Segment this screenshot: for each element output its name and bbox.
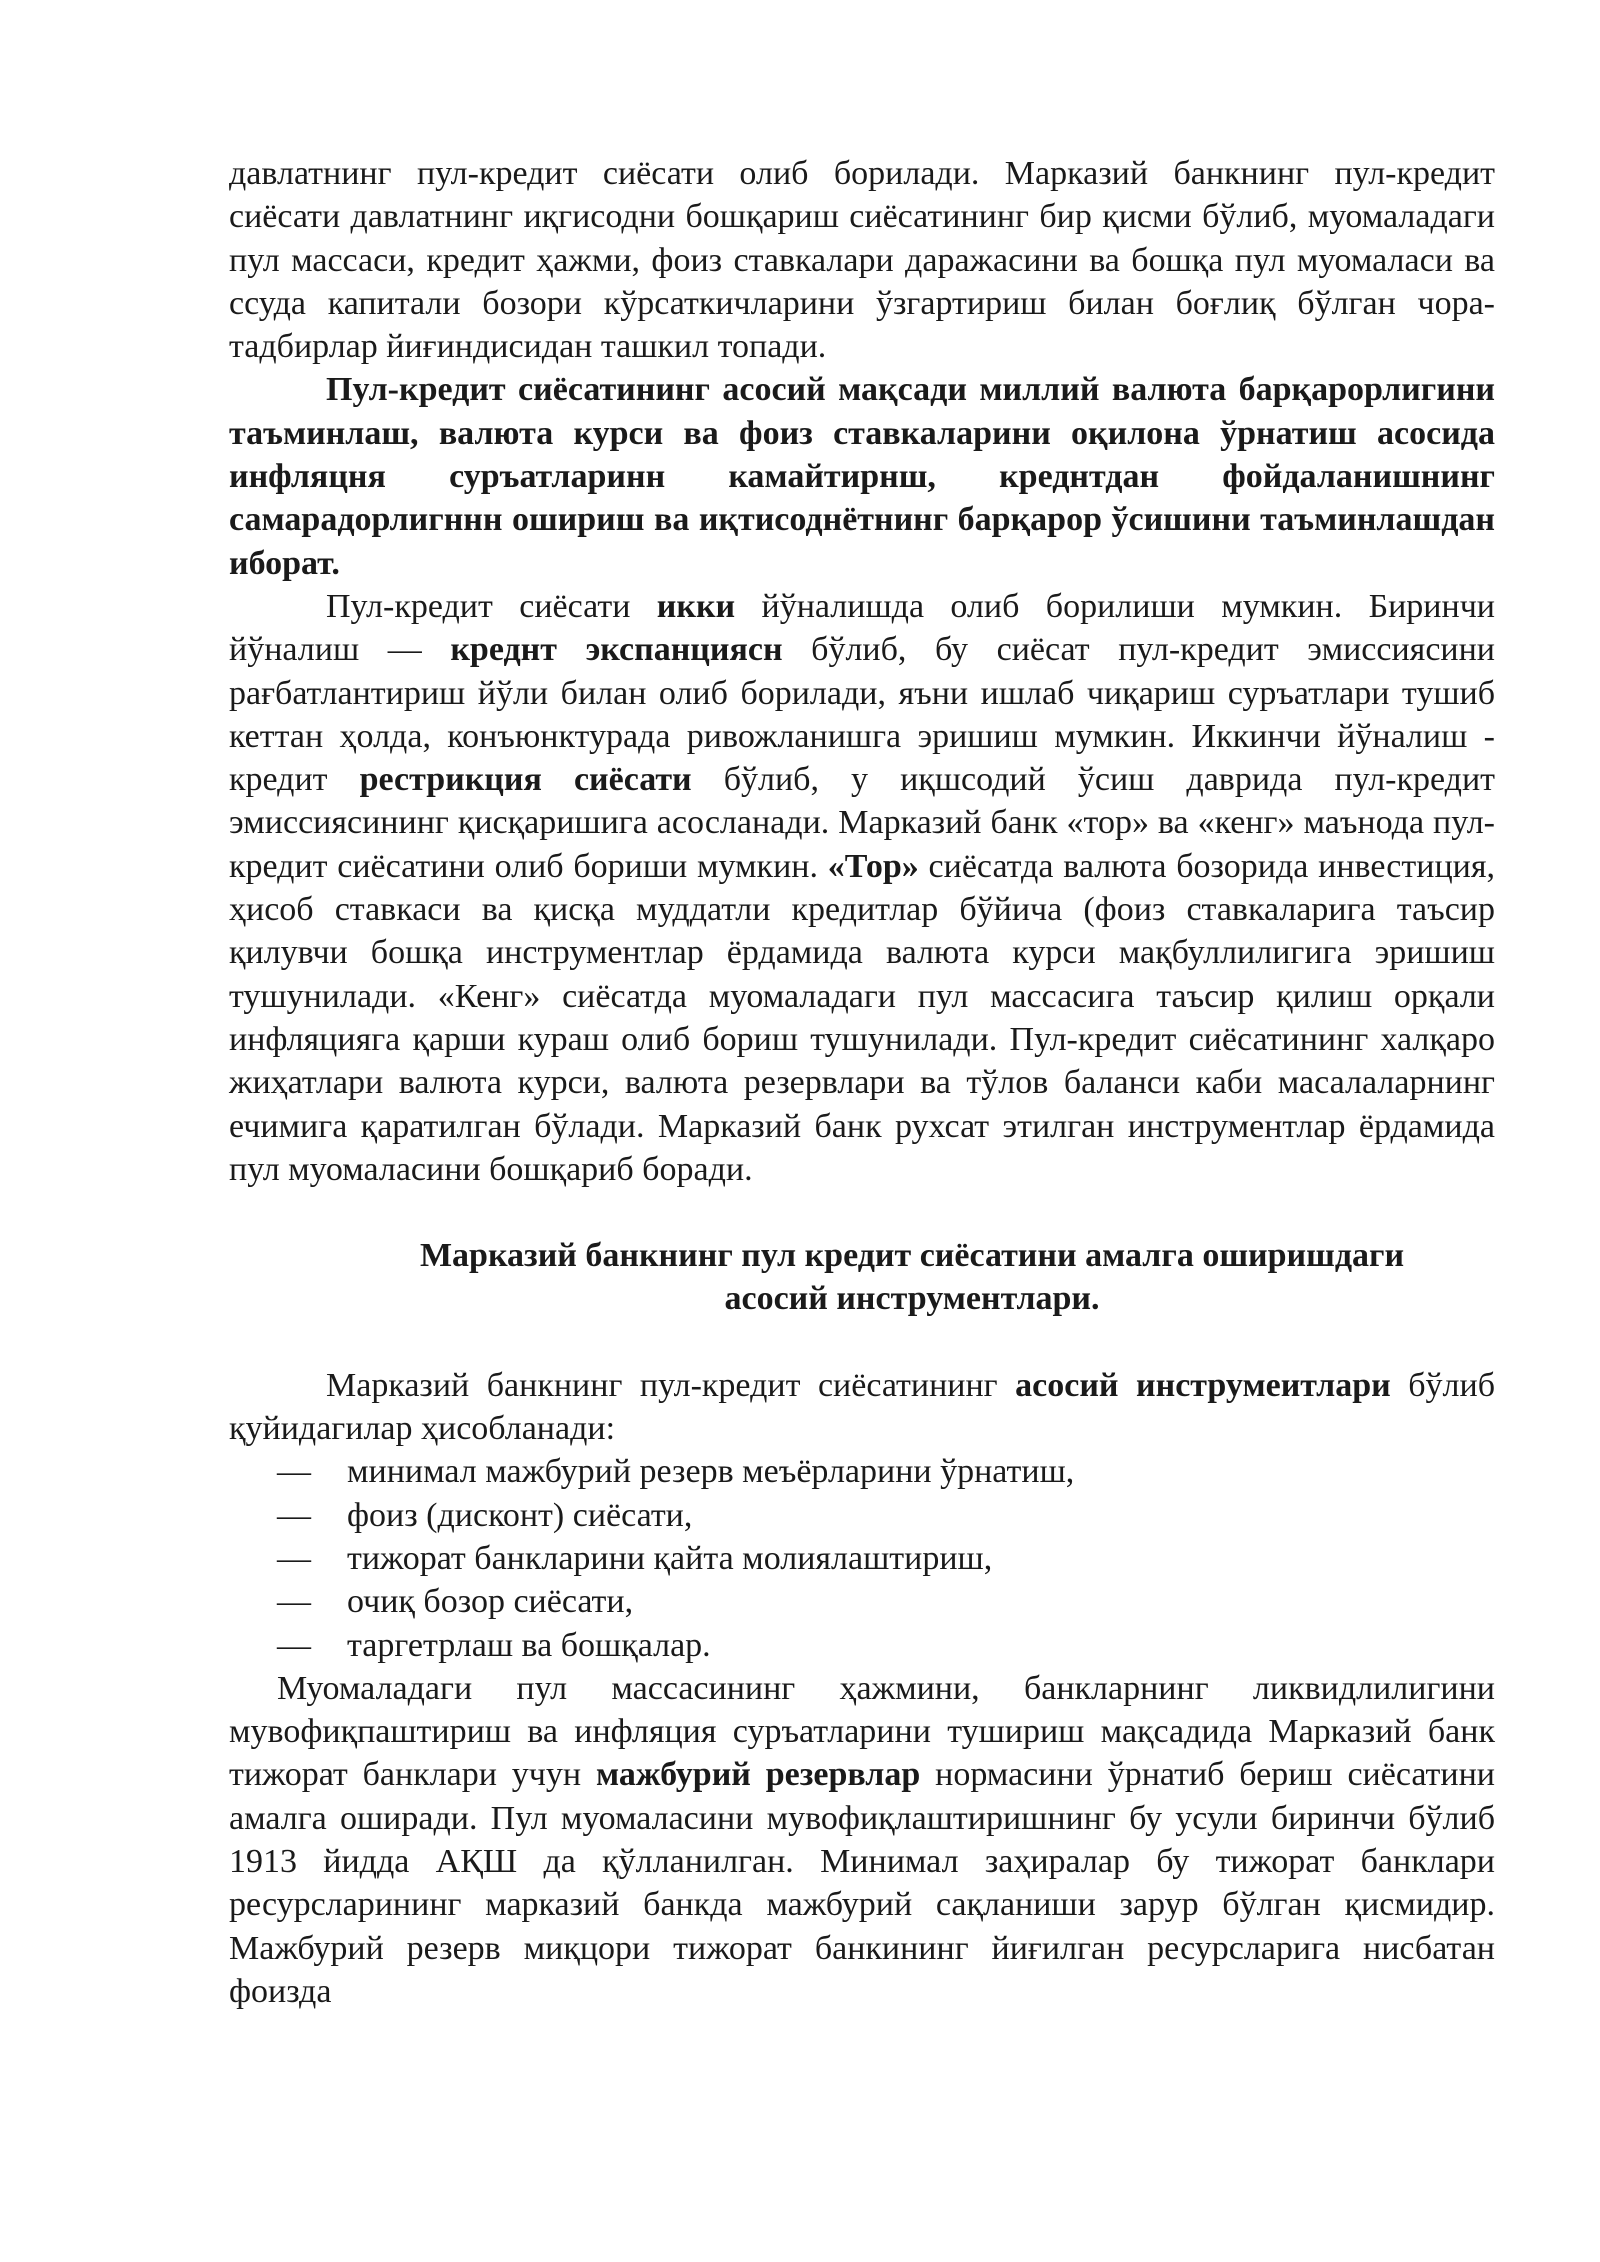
text-run: Пул-кредит сиёсати (326, 587, 657, 625)
list-item (277, 1494, 1495, 1537)
list-item (277, 1624, 1495, 1667)
paragraph-reserves (229, 1667, 1495, 2013)
list-item-text: фоиз (дисконт) сиёсати, (347, 1496, 693, 1534)
list-item (277, 1580, 1495, 1623)
bold-term-expansion: креднт экспанцияcн (450, 631, 783, 669)
dash-bullet: — (277, 1539, 311, 1577)
list-item-text: тижорат банкларини қайта молиялаштириш, (347, 1539, 993, 1577)
text-run: бўлиб қуйидагилар ҳисобланади: (229, 1366, 1496, 1448)
list-item-text: минимал мажбурий резерв меъёрларини ўрнатиш, (347, 1453, 1075, 1491)
paragraph-instruments (229, 1364, 1495, 1451)
text-run: бўлиб, бу сиёсат пул-кредит эмиссиясини рағбатлантириш йўли билан олиб борилади, яъни ишлаб чиқариш суръатлари тушиб кеттан ҳолда, конъюнктурада ривожланишга эришиш мумкин. Иккинчи йўналиш - кредит (229, 631, 1496, 799)
document-page (229, 152, 1495, 2013)
dash-bullet: — (277, 1626, 311, 1664)
list-item (277, 1537, 1495, 1580)
text-run: сиёсатда валюта бозорида инвестиция, ҳисоб ставкаси ва қисқа муддатли кредитлар бўйича (фоиз ставкаларига таъсир қилувчи бошқа инструментлар ёрдамида валюта курси мақбуллилигига эришиш тушунилади. «Кенг» сиёсатда муомаладаги пул массасига таъсир қилиш орқали инфляцияга қарши кураш олиб бориш тушунилади. Пул-кредит сиёсатининг халқаро жиҳатлари валюта курси, валюта резервлари ва тўлов баланси каби масалаларнинг ечимига қаратилган бўлади. Марказий банк рухсат этилган инструментлар ёрдамида пул муомаласини бошқариб боради. (229, 847, 1495, 1188)
text-run: Муомаладаги пул массасининг ҳажмини, банкларнинг ликвидлилигини мувофиқпаштириш ва инфляция суръатларини тушириш мақсадида Марказий банк тижорат банклари учун (229, 1669, 1495, 1794)
text-run: бўлиб, у иқшсодий ўсиш даврида пул-кредит эмиссиясининг қисқаришига асосланади. Марказий банк «тор» ва «кенг» маънода пул-кредит сиёсатини олиб бориши мумкин. (229, 761, 1495, 885)
bold-term-ikki: икки (656, 587, 736, 625)
text-run: йўналишда олиб борилиши мумкин. Биринчи йўналиш — (229, 587, 1495, 669)
section-heading-line-2: асосий инструментлари. (724, 1280, 1100, 1318)
dash-bullet: — (277, 1453, 311, 1491)
bold-term-reserves: мажбурий резервлар (595, 1756, 921, 1794)
dash-bullet: — (277, 1583, 311, 1621)
section-heading-line-1: Марказий банкнинг пул кредит сиёсатини амалга оширишдаги (419, 1237, 1405, 1275)
paragraph-main-goal: Пул-кредит сиёсатининг асосий мақсади миллий валюта барқарорлигини таъминлаш, валюта курси ва фоиз ставкаларини оқилона ўрнатиш асосида инфляцня суръатларинн камайтирнш, креднтдан фойдаланишнинг самарадорлигннн ошириш ва иқтисоднётнинг барқарор ўсишини таъминлашдан иборат. (229, 371, 1495, 582)
paragraph-directions (229, 585, 1495, 1191)
bold-term-restriction: рестрикция сиёсати (359, 761, 692, 799)
bold-term-tor: «Тор» (827, 847, 919, 885)
list-item-text: очиқ бозор сиёсати, (347, 1583, 634, 1621)
dash-bullet: — (277, 1496, 311, 1534)
list-item (277, 1450, 1495, 1493)
instruments-list (229, 1450, 1495, 1666)
text-run: нормасини ўрнатиб бериш сиёсатини амалга оширади. Пул муомаласини мувофиқлаштиришнинг бу усули биринчи бўлиб 1913 йидда АҚШ да қўлланилган. Минимал заҳиралар бу тижорат банклари ресурсларининг марказий банкда мажбурий сақланиши зарур бўлган қисмидир. Мажбурий резерв миқцори тижорат банкининг йиғилган ресурсларига нисбатан фоизда (229, 1756, 1495, 2010)
text-run: Марказий банкнинг пул-кредит сиёсатининг (326, 1366, 1016, 1404)
bold-term-instruments: асосий инструмеитлари (1015, 1366, 1391, 1404)
paragraph-intro: давлатнинг пул-кредит сиёсати олиб борилади. Марказий банкнинг пул-кредит сиёсати давлатнинг иқгисодни бошқариш сиёсатининг бир қисми бўлиб, муомаладаги пул массаси, кредит ҳажми, фоиз ставкалари даражасини ва бошқа пул муомаласи ва ссуда капитали бозори кўрсаткичларини ўзгартириш билан боғлиқ бўлган чора-тадбирлар йиғиндисидан ташкил топади. (229, 155, 1495, 366)
list-item-text: таргетрлаш ва бошқалар. (347, 1626, 711, 1664)
section-heading (229, 1234, 1495, 1321)
